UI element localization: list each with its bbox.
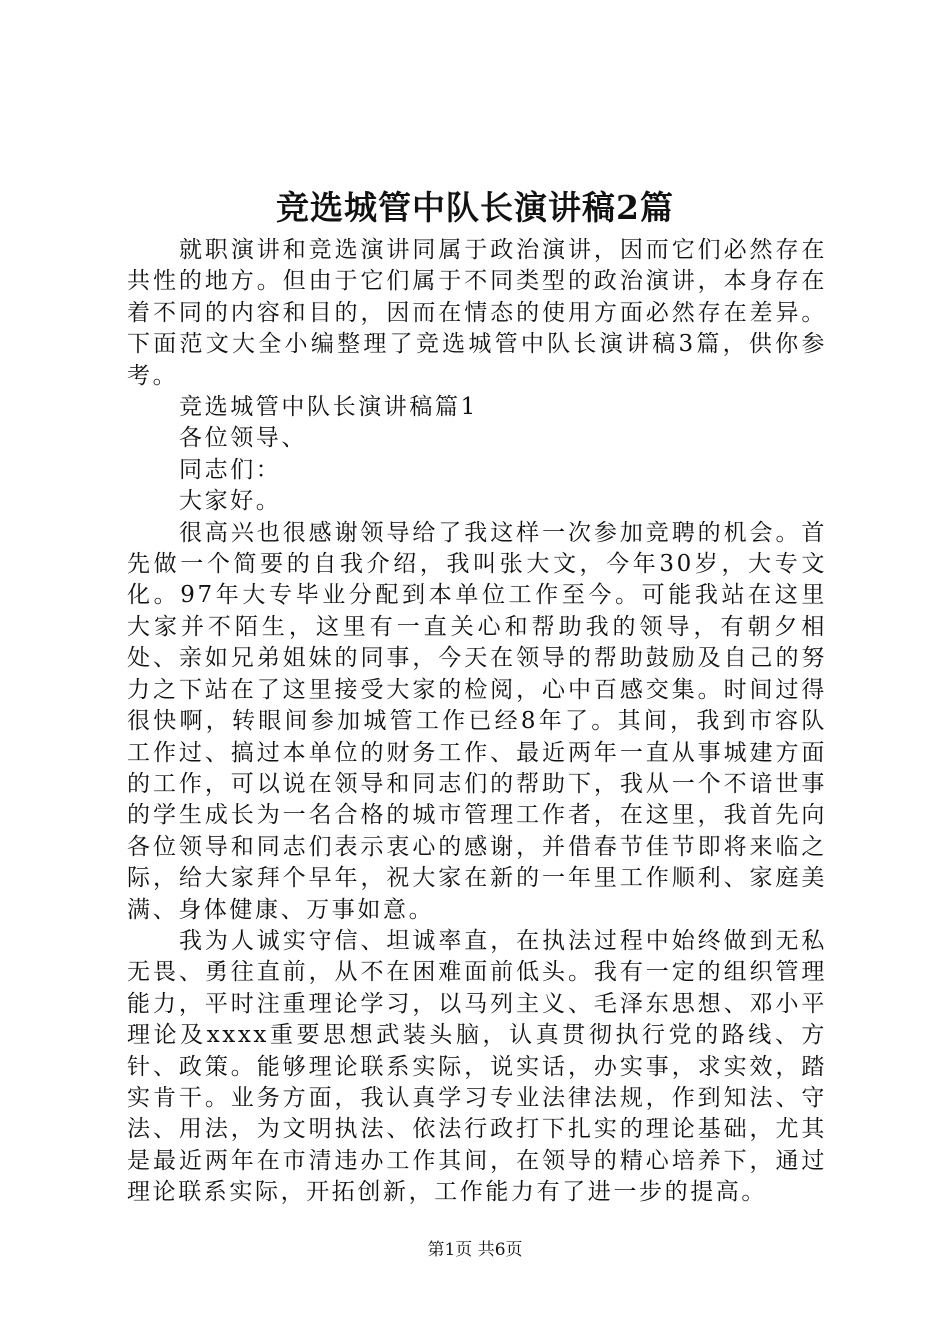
body-paragraph-1: 很高兴也很感谢领导给了我这样一次参加竞聘的机会。首先做一个简要的自我介绍，我叫张大文，今年30岁，大专文化。97年大专毕业分配到本单位工作至今。可能我站在这里大家并不陌生，这里有一直关心和帮助我的领导，有朝夕相处、亲如兄弟姐妹的同事，今天在领导的帮助鼓励及自己的努力之下站在了这里接受大家的检阅，心中百感交集。时间过得很快啊，转眼间参加城管工作已经8年了。其间，我到市容队工作过、搞过本单位的财务工作、最近两年一直从事城建方面的工作，可以说在领导和同志们的帮助下，我从一个不谙世事的学生成长为一名合格的城市管理工作者，在这里，我首先向各位领导和同志们表示衷心的感谢，并借春节佳节即将来临之际，给大家拜个早年，祝大家在新的一年里工作顺利、家庭美满、身体健康、万事如意。 (127, 519, 827, 923)
body-paragraph-2: 我为人诚实守信、坦诚率直，在执法过程中始终做到无私无畏、勇往直前，从不在困难面前低头。我有一定的组织管理能力，平时注重理论学习，以马列主义、毛泽东思想、邓小平理论及xxxx重要思想武装头脑，认真贯彻执行党的路线、方针、政策。能够理论联系实际，说实话，办实事，求实效，踏实肯干。业务方面，我认真学习专业法律法规，作到知法、守法、用法，为文明执法、依法行政打下扎实的理论基础，尤其是最近两年在市清违办工作其间，在领导的精心培养下，通过理论联系实际，开拓创新，工作能力有了进一步的提高。 (127, 927, 827, 1206)
salutation-comrades: 同志们： (179, 456, 282, 483)
document-body (127, 235, 827, 1209)
section-heading: 竞选城管中队长演讲稿篇1 (179, 394, 478, 421)
intro-paragraph: 就职演讲和竞选演讲同属于政治演讲，因而它们必然存在共性的地方。但由于它们属于不同类型的政治演讲，本身存在着不同的内容和目的，因而在情态的使用方面必然存在差异。下面范文大全小编整理了竞选城管中队长演讲稿3篇，供你参考。 (127, 237, 827, 389)
salutation-leaders: 各位领导、 (179, 425, 307, 452)
greeting: 大家好。 (179, 488, 282, 515)
page-indicator: 第1页 共6页 (427, 1240, 523, 1260)
document-title: 竞选城管中队长演讲稿2篇 (276, 188, 674, 227)
